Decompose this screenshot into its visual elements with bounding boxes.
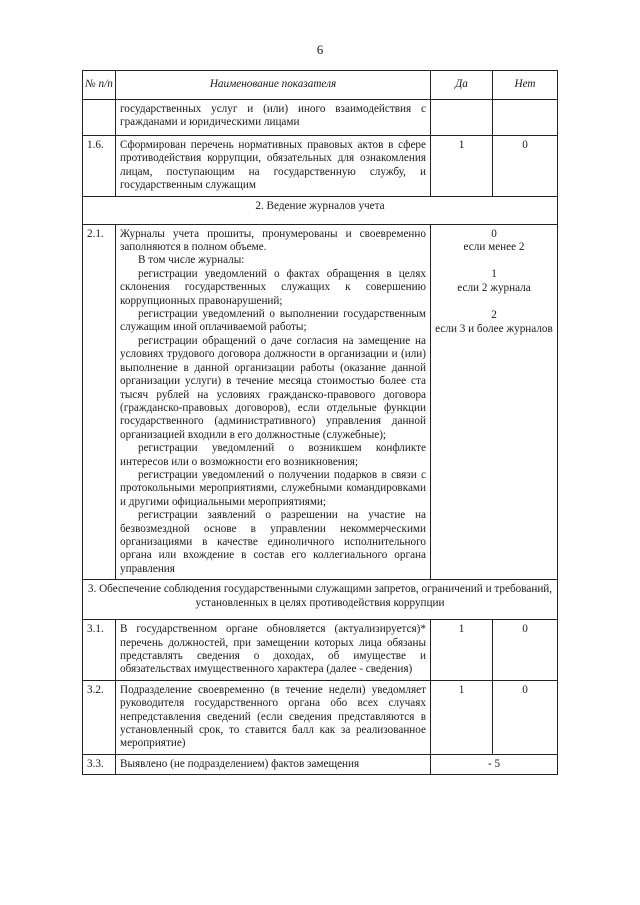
- header-yes: Да: [431, 71, 493, 100]
- row-text: В государственном органе обновляется (актуализируется)* перечень должностей, при замещении которых лица обязаны представлять сведения о доходах, об имуществе и обязательствах имущественного характера (далее - сведения): [116, 620, 431, 681]
- score-value: 0: [491, 227, 497, 240]
- row-cont-yes: [431, 100, 493, 136]
- row-text: Подразделение своевременно (в течение недели) уведомляет руководителя государственного органа обо всех случаях непредставления сведений (если сведения представляются в установленный срок, то ставится балл как за реализованное мероприятие): [116, 680, 431, 754]
- row-no-score: 0: [493, 620, 558, 681]
- indicators-table: [82, 70, 558, 775]
- section-title: 3. Обеспечение соблюдения государственными служащими запретов, ограничений и требований, установленных в целях противодействия коррупции: [83, 580, 558, 620]
- row-num: 2.1.: [83, 224, 116, 580]
- journal-item: регистрации заявлений о разрешении на участие на безвозмездной основе в управлении некоммерческими организациями в качестве единоличного исполнительного органа или вхождение в состав его коллегиального органа управления: [120, 509, 426, 575]
- page-number: 6: [316, 42, 324, 57]
- journals-intro: Журналы учета прошиты, пронумерованы и своевременно заполняются в полном объеме.: [120, 227, 426, 254]
- row-yes-score: 1: [431, 620, 493, 681]
- row-num: 3.2.: [83, 680, 116, 754]
- journal-item: регистрации уведомлений о фактах обращения в целях склонения государственных служащих к совершению коррупционных правонарушений;: [120, 267, 426, 307]
- score-condition: если 2 журнала: [457, 281, 531, 294]
- journals-sub-intro: В том числе журналы:: [138, 254, 245, 267]
- row-text: Сформирован перечень нормативных правовых актов в сфере противодействия коррупции, обязательных для ознакомления лицам, поступающим на государственную службу, и государственным служащим: [116, 136, 431, 197]
- journal-item: регистрации уведомлений о получении подарков в связи с протокольными мероприятиями, служебными командировками и другими официальными мероприятиями;: [120, 468, 426, 508]
- journals-scores: [431, 224, 558, 580]
- row-yes-score: 1: [431, 680, 493, 754]
- table-row: [83, 754, 558, 774]
- score-value: 1: [491, 268, 497, 281]
- row-num: 1.6.: [83, 136, 116, 197]
- row-text: Выявлено (не подразделением) фактов замещения: [116, 754, 431, 774]
- row-cont-text: государственных услуг и (или) иного взаимодействия с гражданами и юридическими лицами: [116, 100, 431, 136]
- row-num: 3.1.: [83, 620, 116, 681]
- row-no-score: 0: [493, 136, 558, 197]
- row-num: 3.3.: [83, 754, 116, 774]
- journal-item: регистрации уведомлений о выполнении государственным служащим иной оплачиваемой работы;: [120, 308, 426, 334]
- row-yes-score: 1: [431, 136, 493, 197]
- score-condition: если менее 2: [463, 241, 525, 254]
- header-num: № п/п: [83, 71, 116, 100]
- table-row: [83, 680, 558, 754]
- header-name: Наименование показателя: [116, 71, 431, 100]
- section-row: [83, 196, 558, 224]
- table-header-row: [83, 71, 558, 100]
- row-no-score: 0: [493, 680, 558, 754]
- score-condition: если 3 и более журналов: [435, 322, 553, 335]
- table-row: [83, 136, 558, 197]
- row-score: - 5: [431, 754, 558, 774]
- table-row: [83, 224, 558, 580]
- section-title: 2. Ведение журналов учета: [83, 196, 558, 224]
- row-cont-num: [83, 100, 116, 136]
- row-cont-no: [493, 100, 558, 136]
- table-row: [83, 620, 558, 681]
- journal-item: регистрации обращений о даче согласия на замещение на условиях трудового договора должности в организации и (или) выполнение в данной организации работы (оказание данной организации услуги) в течение месяца стоимостью более ста тысяч рублей на условиях гражданско-правового договора (гражданско-правовых договоров), если отдельные функции государственного (административного) управления данной организацией входили в его должностные (служебные);: [120, 334, 426, 441]
- table-row: [83, 100, 558, 136]
- score-value: 2: [491, 309, 497, 322]
- section-row: [83, 580, 558, 620]
- header-no: Нет: [493, 71, 558, 100]
- row-text-journals: [116, 224, 431, 580]
- journal-item: регистрации уведомлений о возникшем конфликте интересов или о возможности его возникновения;: [120, 442, 426, 468]
